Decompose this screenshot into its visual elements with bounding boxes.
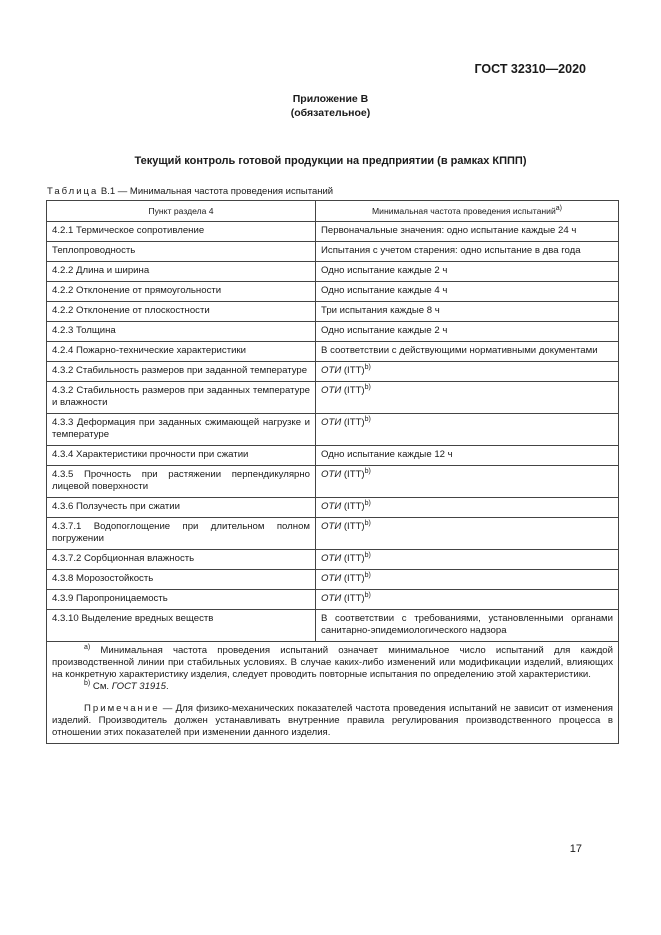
table-row [47,550,619,570]
table-row [47,282,619,302]
table-row [47,342,619,362]
clause-cell: 4.3.3 Деформация при заданных сжимающей нагрузке и температуре [47,414,316,446]
frequency-cell: Испытания с учетом старения: одно испытание в два года [316,242,619,262]
frequency-cell: Первоначальные значения: одно испытание каждые 24 ч [316,222,619,242]
table-row [47,414,619,446]
clause-cell: 4.3.10 Выделение вредных веществ [47,610,316,642]
frequency-table [46,200,619,744]
note-label: Примечание [84,703,160,714]
clause-cell: 4.3.2 Стабильность размеров при заданной температуре [47,362,316,382]
oti-abbrev: ОТИ [321,573,342,584]
footnote-b-mark: b) [364,467,371,475]
appendix-title: Приложение В [292,93,369,105]
footnote-b-mark: b) [364,415,371,423]
table-caption-text: В.1 — Минимальная частота проведения испытаний [100,186,334,197]
page-number: 17 [569,843,582,855]
oti-abbrev: ОТИ [321,469,342,480]
clause-cell: 4.3.8 Морозостойкость [47,570,316,590]
itt-abbrev: (ITT) [341,417,365,428]
frequency-cell: Три испытания каждые 8 ч [316,302,619,322]
clause-cell: 4.2.3 Толщина [47,322,316,342]
itt-abbrev: (ITT) [341,553,365,564]
frequency-cell: Одно испытание каждые 12 ч [316,446,619,466]
table-row [47,382,619,414]
clause-cell: 4.2.2 Отклонение от плоскостности [47,302,316,322]
clause-cell: 4.2.4 Пожарно-технические характеристики [47,342,316,362]
table-note [52,703,613,739]
table-row [47,518,619,550]
footnote-b-mark: b) [364,591,371,599]
table-footer-row [47,642,619,744]
clause-cell: 4.3.7.1 Водопоглощение при длительном полном погружении [47,518,316,550]
itt-abbrev: (ITT) [341,501,365,512]
table-row [47,322,619,342]
clause-cell: 4.3.9 Паропроницаемость [47,590,316,610]
table-caption [47,186,333,197]
table-footnotes [47,642,619,744]
clause-cell: 4.3.4 Характеристики прочности при сжатии [47,446,316,466]
footnote-b-mark: b) [364,363,371,371]
oti-abbrev: ОТИ [321,501,342,512]
frequency-cell: В соответствии с требованиями, установленными органами санитарно-эпидемиологического надзора [316,610,619,642]
frequency-cell [316,362,619,382]
table-row [47,242,619,262]
table-row [47,362,619,382]
frequency-cell [316,382,619,414]
table-row [47,262,619,282]
note-text: — Для физико-механических показателей частота проведения испытаний не зависит от изменения изделий. Производитель должен устанавливать внутренние правила регулирования производственного процесса в отношении этих показателей при изменении данного изделия. [52,703,613,738]
footnote-b-mark: b) [364,571,371,579]
footnote-b-mark: b) [364,499,371,507]
frequency-cell [316,550,619,570]
header-footnote-mark: a) [555,205,563,213]
frequency-cell [316,590,619,610]
standard-designation: ГОСТ 32310—2020 [474,62,586,76]
oti-abbrev: ОТИ [321,593,342,604]
header-frequency: Минимальная частота проведения испытаний$^{a)}$ [316,201,619,222]
frequency-cell [316,570,619,590]
oti-abbrev: ОТИ [321,553,342,564]
frequency-cell: Одно испытание каждые 2 ч [316,262,619,282]
frequency-cell [316,498,619,518]
oti-abbrev: ОТИ [321,365,342,376]
appendix-status: (обязательное) [290,107,371,119]
frequency-cell: Одно испытание каждые 2 ч [316,322,619,342]
itt-abbrev: (ITT) [341,593,365,604]
table-header-row [47,201,619,222]
clause-cell: 4.3.5 Прочность при растяжении перпендикулярно лицевой поверхности [47,466,316,498]
appendix-heading [0,92,661,120]
frequency-cell [316,518,619,550]
clause-cell: Теплопроводность [47,242,316,262]
table-row [47,590,619,610]
table-row [47,446,619,466]
oti-abbrev: ОТИ [321,417,342,428]
footnote-b: $^{b)}$ См. ГОСТ 31915. [84,679,169,692]
clause-cell: 4.2.2 Длина и ширина [47,262,316,282]
clause-cell: 4.2.1 Термическое сопротивление [47,222,316,242]
section-title: Текущий контроль готовой продукции на предприятии (в рамках КППП) [134,155,527,167]
table-caption-prefix: Таблица [47,186,99,197]
frequency-cell: В соответствии с действующими нормативными документами [316,342,619,362]
itt-abbrev: (ITT) [341,365,365,376]
footnote-b-mark: b) [364,551,371,559]
table-row [47,222,619,242]
clause-cell: 4.3.2 Стабильность размеров при заданных температуре и влажности [47,382,316,414]
footnote-b-mark: b) [364,519,371,527]
clause-cell: 4.3.7.2 Сорбционная влажность [47,550,316,570]
itt-abbrev: (ITT) [341,385,365,396]
footnote-a: $^{a)}$ Минимальная частота проведения испытаний означает минимальное число испытаний для каждой производственной линии при стабильных условиях. В случае каких-либо изменений или модификации изделий, влияющих на конкретную характеристику изделия, следует проводить повторные испытания по определению этой характеристики. [52,643,613,680]
itt-abbrev: (ITT) [341,521,365,532]
table-row [47,570,619,590]
frequency-cell [316,414,619,446]
footnote-b-mark: b) [364,383,371,391]
itt-abbrev: (ITT) [341,573,365,584]
clause-cell: 4.2.2 Отклонение от прямоугольности [47,282,316,302]
frequency-cell: Одно испытание каждые 4 ч [316,282,619,302]
table-row [47,302,619,322]
footnote-b-reference: ГОСТ 31915 [111,681,166,692]
oti-abbrev: ОТИ [321,521,342,532]
oti-abbrev: ОТИ [321,385,342,396]
frequency-cell [316,466,619,498]
itt-abbrev: (ITT) [341,469,365,480]
table-row [47,610,619,642]
clause-cell: 4.3.6 Ползучесть при сжатии [47,498,316,518]
header-clause: Пункт раздела 4 [47,201,316,222]
table-row [47,498,619,518]
table-row [47,466,619,498]
